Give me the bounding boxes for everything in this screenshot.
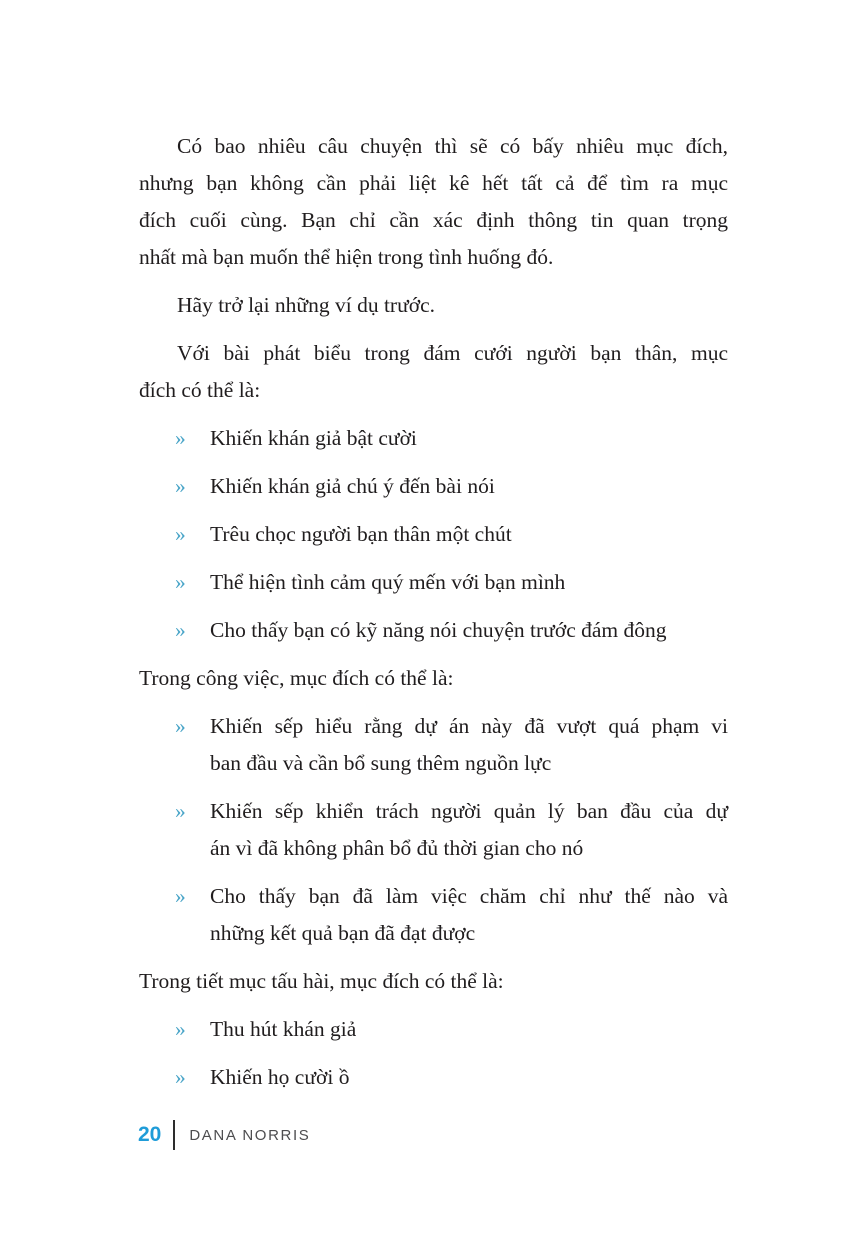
bullet-list xyxy=(139,420,728,649)
bullet-marker-icon: » xyxy=(175,522,186,546)
page-number: 20 xyxy=(138,1123,162,1146)
bullet-text xyxy=(210,612,728,649)
bullet-text xyxy=(210,1059,728,1096)
text-line: đích có thể là: xyxy=(139,378,261,402)
bullet-text xyxy=(210,1011,728,1048)
page-footer xyxy=(138,1120,310,1150)
bullet-text xyxy=(210,564,728,601)
paragraph xyxy=(139,963,728,1000)
bullet-text xyxy=(210,708,728,782)
bullet-text xyxy=(210,420,728,457)
bullet-marker-icon: » xyxy=(175,799,186,823)
page-content xyxy=(139,128,728,1107)
bullet-list xyxy=(139,1011,728,1096)
text-line: nhất mà bạn muốn thể hiện trong tình huống đó. xyxy=(139,245,554,269)
text-line: những kết quả bạn đã đạt được xyxy=(210,921,476,945)
bullet-item xyxy=(139,1059,728,1096)
text-line: nhưng bạn không cần phải liệt kê hết tất cả để tìm ra mục xyxy=(139,171,728,195)
text-line: Cho thấy bạn đã làm việc chăm chỉ như thế nào và xyxy=(210,884,728,908)
bullet-item xyxy=(139,1011,728,1048)
text-line: Khiến sếp khiển trách người quản lý ban đầu của dự xyxy=(210,799,728,823)
paragraph xyxy=(139,335,728,409)
text-line: Trong tiết mục tấu hài, mục đích có thể là: xyxy=(139,969,504,993)
text-line: Khiến khán giả chú ý đến bài nói xyxy=(210,474,495,498)
text-line: Trong công việc, mục đích có thể là: xyxy=(139,666,454,690)
text-line: Thể hiện tình cảm quý mến với bạn mình xyxy=(210,570,566,594)
paragraph xyxy=(139,128,728,276)
text-line: Có bao nhiêu câu chuyện thì sẽ có bấy nhiêu mục đích, xyxy=(177,134,728,158)
bullet-list xyxy=(139,708,728,952)
footer-divider xyxy=(173,1120,175,1150)
bullet-marker-icon: » xyxy=(175,618,186,642)
bullet-text xyxy=(210,468,728,505)
text-line: Khiến sếp hiểu rằng dự án này đã vượt quá phạm vi xyxy=(210,714,728,738)
text-line: Cho thấy bạn có kỹ năng nói chuyện trước đám đông xyxy=(210,618,667,642)
bullet-item xyxy=(139,420,728,457)
text-line: Khiến họ cười ồ xyxy=(210,1065,350,1089)
bullet-marker-icon: » xyxy=(175,426,186,450)
bullet-marker-icon: » xyxy=(175,714,186,738)
text-line: Thu hút khán giả xyxy=(210,1017,357,1041)
text-line: Khiến khán giả bật cười xyxy=(210,426,417,450)
text-line: ban đầu và cần bổ sung thêm nguồn lực xyxy=(210,751,552,775)
bullet-marker-icon: » xyxy=(175,474,186,498)
paragraph xyxy=(139,660,728,697)
text-line: Với bài phát biểu trong đám cưới người bạn thân, mục xyxy=(177,341,728,365)
text-line: đích cuối cùng. Bạn chỉ cần xác định thông tin quan trọng xyxy=(139,208,728,232)
bullet-item xyxy=(139,468,728,505)
text-line: Trêu chọc người bạn thân một chút xyxy=(210,522,512,546)
bullet-marker-icon: » xyxy=(175,570,186,594)
bullet-marker-icon: » xyxy=(175,1065,186,1089)
author-name: DANA NORRIS xyxy=(189,1126,311,1144)
bullet-text xyxy=(210,516,728,553)
bullet-marker-icon: » xyxy=(175,884,186,908)
bullet-item xyxy=(139,708,728,782)
text-line: Hãy trở lại những ví dụ trước. xyxy=(177,293,436,317)
bullet-marker-icon: » xyxy=(175,1017,186,1041)
bullet-item xyxy=(139,516,728,553)
bullet-text xyxy=(210,878,728,952)
bullet-item xyxy=(139,878,728,952)
bullet-item xyxy=(139,564,728,601)
bullet-item xyxy=(139,793,728,867)
bullet-text xyxy=(210,793,728,867)
paragraph xyxy=(139,287,728,324)
text-line: án vì đã không phân bổ đủ thời gian cho nó xyxy=(210,836,584,860)
bullet-item xyxy=(139,612,728,649)
